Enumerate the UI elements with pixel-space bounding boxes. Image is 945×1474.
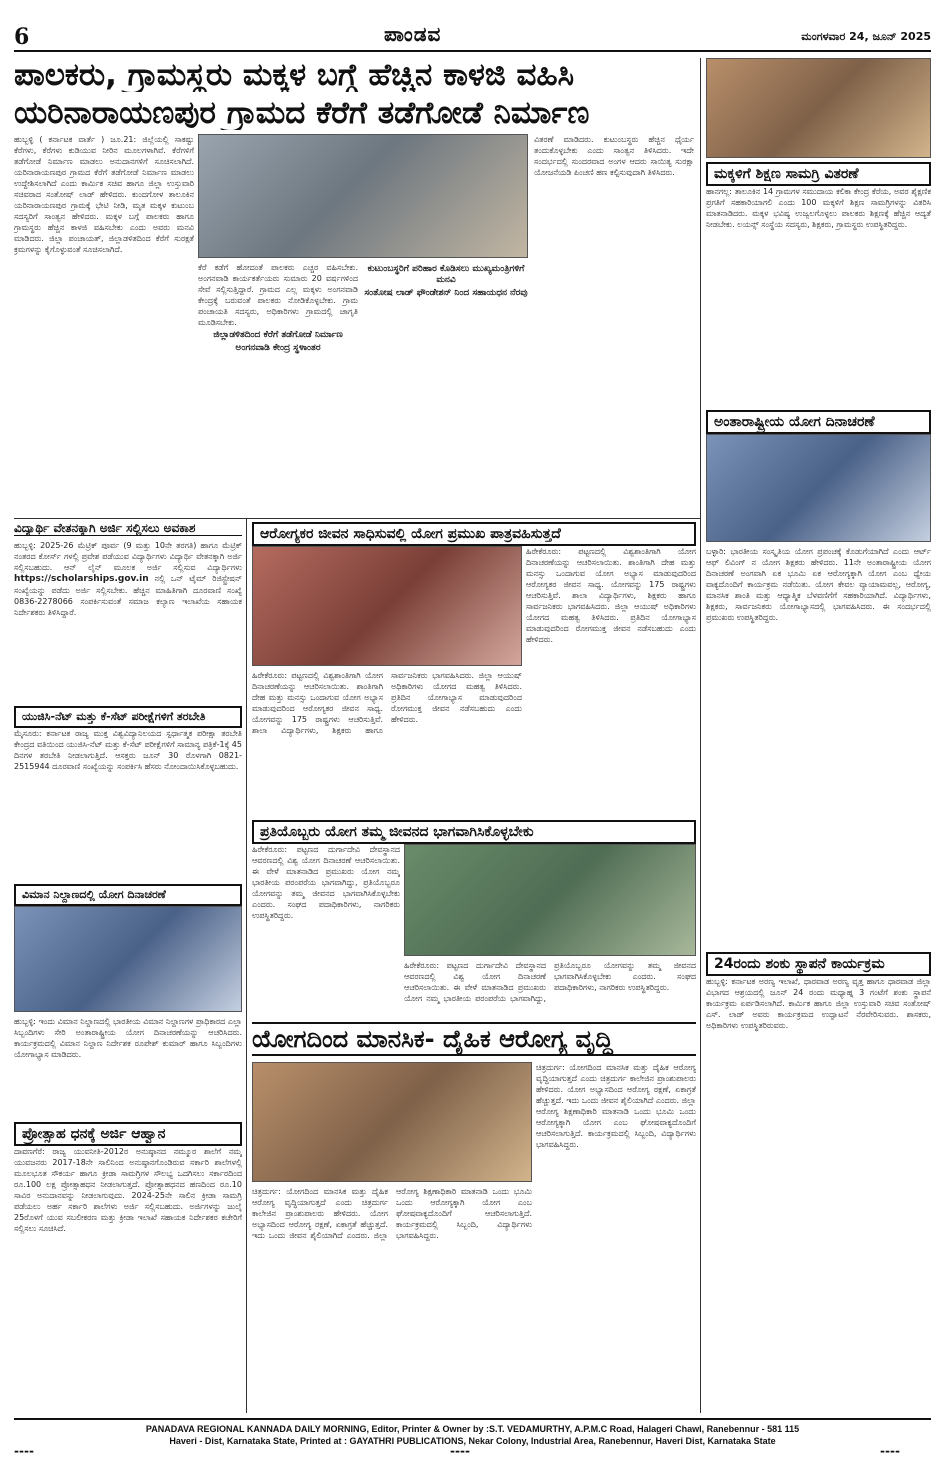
health-yoga-text-2: ಹಿರೇಕೆರೂರು: ಪಟ್ಟಣದಲ್ಲಿ ವಿಶ್ವಶಾಂತಿಗಾಗಿ ಯೋಗ ದಿನಾಚರಣೆಯನ್ನು ಆಚರಿಸಲಾಯಿತು. ಶಾಂತಿಗಾಗಿ ದೇಹ ಮತ್ತು ಮನಸ್ಸು ಒಂದಾಗುವ ಯೋಗ ಅಭ್ಯಾಸ ಮಾಡುವುದರಿಂದ ಆರೋಗ್ಯಕರ ಜೀವನ ಸಾಧ್ಯ. ಯೋಗವನ್ನು 175 ರಾಷ್ಟ್ರಗಳು ಆಚರಿಸುತ್ತಿವೆ. ಶಾಲಾ ವಿದ್ಯಾರ್ಥಿಗಳು, ಶಿಕ್ಷಕರು ಹಾಗೂ ಸಾರ್ವಜನಿಕರು ಭಾಗವಹಿಸಿದರು. ಜಿಲ್ಲಾ ಆಯುಷ್ ಅಧಿಕಾರಿಗಳು ಯೋಗದ ಮಹತ್ವ ತಿಳಿಸಿದರು. ಪ್ರತಿದಿನ ಯೋಗಾಭ್ಯಾಸ ಮಾಡುವುದರಿಂದ ರೋಗಮುಕ್ತ ಜೀವನ ನಡೆಸಬಹುದು ಎಂದು ಹೇಳಿದರು. — [252, 671, 522, 735]
incentive-text: ದಾವಣಗೆರೆ: ರಾಜ್ಯ ಯುವನೀತಿ-2012ರ ಅನುಷ್ಠಾನದ ನಮ್ಮೂರ ಶಾಲೆಗೆ ನಮ್ಮ ಯುವಜನರು 2017-18ನೇ ಸಾಲಿನಿಂದ ಅನುಷ್ಠಾನಗೊಂಡಿರುವ ಸರ್ಕಾರಿ ಶಾಲೆಗಳಲ್ಲಿ ಮೂಲಭೂತ ಸೌಕರ್ಯ ಹಾಗೂ ಕ್ರೀಡಾ ಸಾಮಗ್ರಿಗಳ ಸೌಲಭ್ಯ ಒದಗಿಸಲು ಸರ್ಕಾರದಿಂದ ರೂ.100 ಲಕ್ಷ ಪ್ರೋತ್ಸಾಹಧನ ನೀಡಲಾಗುತ್ತದೆ. ಪ್ರೋತ್ಸಾಹಧನದ ಹಣದಿಂದ ರೂ.10 ಸಾವಿರ ಅನುದಾನವನ್ನು ನೀಡಲಾಗುವುದು. 2024-25ನೇ ಸಾಲಿನ ಕ್ರೀಡಾ ಸಾಮಗ್ರಿ ಪಡೆಯಲು ಅರ್ಹ ಸರ್ಕಾರಿ ಶಾಲೆಗಳು ಅರ್ಜಿ ಸಲ್ಲಿಸಬಹುದು. ಅರ್ಜಿಗಳನ್ನು ಜುಲೈ 25ರೊಳಗೆ ಯುವ ಸಬಲೀಕರಣ ಮತ್ತು ಕ್ರೀಡಾ ಇಲಾಖೆ ಸಹಾಯಕ ನಿರ್ದೇಶಕರ ಕಚೇರಿಗೆ ಸಲ್ಲಿಸಲು ಸೂಚಿಸಿದೆ. — [14, 1147, 242, 1233]
imprint-footer — [14, 1418, 931, 1447]
lead-middle-col — [198, 262, 358, 512]
shanku-text: ಹುಬ್ಬಳ್ಳಿ: ಕರ್ನಾಟಕ ಅರಣ್ಯ ಇಲಾಖೆ, ಧಾರವಾಡ ಅರಣ್ಯ ವೃತ್ತ ಹಾಗೂ ಧಾರವಾಡ ಜಿಲ್ಲಾ ವಿಭಾಗದ ಆಶ್ರಯದಲ್ಲಿ ಜೂನ್ 24 ರಂದು ಮಧ್ಯಾಹ್ನ 3 ಗಂಟೆಗೆ ಶಂಕು ಸ್ಥಾಪನೆ ಕಾರ್ಯಕ್ರಮ ಏರ್ಪಡಿಸಲಾಗಿದೆ. ಕಾರ್ಮಿಕ ಹಾಗೂ ಜಿಲ್ಲಾ ಉಸ್ತುವಾರಿ ಸಚಿವ ಸಂತೋಷ್ ಎಸ್. ಲಾಡ್ ಅವರು ಕಾರ್ಯಕ್ರಮದ ಉದ್ಘಾಟನೆ ನೆರವೇರಿಸುವರು. ಶಾಸಕರು, ಅಧಿಕಾರಿಗಳು ಉಪಸ್ಥಿತರಿರುವರು. — [706, 977, 931, 1030]
mental-yoga-photo — [252, 1062, 532, 1182]
footer-dashes-right: ---- — [880, 1444, 900, 1458]
exam-training-headline: ಯುಜಿಸಿ-ನೆಟ್ ಮತ್ತು ಕೆ-ಸೆಟ್ ಪರೀಕ್ಷೆಗಳಿಗೆ ತರಬೇತಿ — [14, 706, 242, 728]
lead-subhead-3: ಕುಟುಂಬಸ್ಥರಿಗೆ ಪರಿಹಾರ ಕೊಡಿಸಲು ಮುಖ್ಯಮಂತ್ರಿಗಳಿಗೆ ಮನವಿ — [367, 264, 525, 285]
column-divider — [700, 58, 701, 1413]
airport-yoga-headline: ವಿಮಾನ ನಿಲ್ದಾಣದಲ್ಲಿ ಯೋಗ ದಿನಾಚರಣೆ — [14, 884, 242, 906]
lead-intro-text: ಹುಬ್ಬಳ್ಳಿ ( ಕರ್ನಾಟಕ ವಾರ್ತೆ ) ಜೂ.21: ಜಿಲ್ಲೆಯಲ್ಲಿ ಸಾಕಷ್ಟು ಕೆರೆಗಳು, ಕೆರೆಗಳು ಕುಡಿಯುವ ನೀರಿನ ಮೂಲಗಳಾಗಿವೆ. ಕೆರೆಗಳಿಗೆ ತಡೆಗೋಡೆ ನಿರ್ಮಾಣ ಮಾಡಲು ಅನುದಾನಗಳಿಗೆ ಸೂಚಿಸಲಾಗಿದೆ. ಯರಿನಾರಾಯಣಪುರ ಗ್ರಾಮದ ಕೆರೆಗೆ ತಡೆಗೋಡೆ ನಿರ್ಮಾಣ ಮಾಡಲು ಉದ್ದೇಶಿಸಲಾಗಿದೆ ಎಂದು ಕಾರ್ಮಿಕ ಸಚಿವ ಹಾಗೂ ಜಿಲ್ಲಾ ಉಸ್ತುವಾರಿ ಸಚಿವರಾದ ಸಂತೋಷ್ ಲಾಡ್ ಹೇಳಿದರು. ಕುಂದಗೋಳ ತಾಲೂಕಿನ ಯರಿನಾರಾಯಣಪುರ ಗ್ರಾಮಕ್ಕೆ ಭೇಟಿ ನೀಡಿ, ಮೃತ ಮಕ್ಕಳ ಕುಟುಂಬ ಸದಸ್ಯರಿಗೆ ಸಾಂತ್ವನ ಹೇಳಿದರು. ಮಕ್ಕಳ ಬಗ್ಗೆ ಪಾಲಕರು ಹಾಗೂ ಗ್ರಾಮಸ್ಥರು ಹೆಚ್ಚಿನ ಕಾಳಜಿ ವಹಿಸಬೇಕು ಎಂದು ಅವರು ಮನವಿ ಮಾಡಿದರು. ಜಿಲ್ಲಾ ಪಂಚಾಯತ್, ಜಿಲ್ಲಾಡಳಿತದಿಂದ ಕೆರೆಗೆ ಸುರಕ್ಷತೆ ಕ್ರಮಗಳನ್ನು ಕೈಗೊಳ್ಳುವಂತೆ ಸೂಚಿಸಲಾಗಿದೆ. — [14, 135, 194, 254]
mental-yoga-text-2: ಚಿತ್ರದುರ್ಗ: ಯೋಗದಿಂದ ಮಾನಸಿಕ ಮತ್ತು ದೈಹಿಕ ಆರೋಗ್ಯ ವೃದ್ಧಿಯಾಗುತ್ತದೆ ಎಂದು ಚಿತ್ರದುರ್ಗ ಕಾಲೇಜಿನ ಪ್ರಾಂಶುಪಾಲರು ಹೇಳಿದರು. ಯೋಗ ಅಭ್ಯಾಸದಿಂದ ಆರೋಗ್ಯ ರಕ್ಷಣೆ, ಏಕಾಗ್ರತೆ ಹೆಚ್ಚುತ್ತದೆ. ಇದು ಒಂದು ಜೀವನ ಶೈಲಿಯಾಗಿದೆ ಎಂದರು. ಜಿಲ್ಲಾ ಆರೋಗ್ಯ ಶಿಕ್ಷಣಾಧಿಕಾರಿ ಮಾತನಾಡಿ ಒಂದು ಭೂಮಿ ಒಂದು ಆರೋಗ್ಯಕ್ಕಾಗಿ ಯೋಗ ಎಂಬ ಘೋಷವಾಕ್ಯದೊಂದಿಗೆ ಆಚರಿಸಲಾಗುತ್ತಿದೆ. ಕಾರ್ಯಕ್ರಮದಲ್ಲಿ ಸಿಬ್ಬಂದಿ, ವಿದ್ಯಾರ್ಥಿಗಳು ಭಾಗವಹಿಸಿದ್ದರು. — [252, 1187, 532, 1240]
lead-middle-col-2 — [364, 262, 528, 512]
left-column-divider — [246, 518, 247, 1413]
everyone-yoga-text-2: ಹಿರೇಕೆರೂರು: ಪಟ್ಟಣದ ದುರ್ಗಾದೇವಿ ದೇವಸ್ಥಾನದ ಆವರಣದಲ್ಲಿ ವಿಶ್ವ ಯೋಗ ದಿನಾಚರಣೆ ಆಚರಿಸಲಾಯಿತು. ಈ ವೇಳೆ ಮಾತನಾಡಿದ ಪ್ರಮುಖರು ಯೋಗ ನಮ್ಮ ಭಾರತೀಯ ಪರಂಪರೆಯ ಭಾಗವಾಗಿದ್ದು, ಪ್ರತಿಯೊಬ್ಬರೂ ಯೋಗವನ್ನು ತಮ್ಮ ಜೀವನದ ಭಾಗವಾಗಿಸಿಕೊಳ್ಳಬೇಕು ಎಂದರು. ಸಂಘದ ಪದಾಧಿಕಾರಿಗಳು, ನಾಗರಿಕರು ಉಪಸ್ಥಿತರಿದ್ದರು. — [404, 961, 696, 1003]
lead-headline-line1: ಪಾಲಕರು, ಗ್ರಾಮಸ್ಥರು ಮಕ್ಕಳ ಬಗ್ಗೆ ಹೆಚ್ಚಿನ ಕಾಳಜಿ ವಹಿಸಿ — [14, 58, 575, 93]
lead-subhead-2: ಅಂಗನವಾಡಿ ಕೇಂದ್ರ ಸ್ಥಳಾಂತರ — [235, 343, 321, 353]
health-yoga-headline: ಆರೋಗ್ಯಕರ ಜೀವನ ಸಾಧಿಸುವಲ್ಲಿ ಯೋಗ ಪ್ರಮುಖ ಪಾತ್ರವಹಿಸುತ್ತದೆ — [252, 522, 696, 546]
intl-yoga-headline: ಅಂತಾರಾಷ್ಟ್ರೀಯ ಯೋಗ ದಿನಾಚರಣೆ — [706, 410, 931, 434]
lead-photo — [198, 134, 528, 258]
scholarship-text — [14, 540, 242, 700]
airport-yoga-photo — [14, 906, 242, 1012]
page-number: 6 — [14, 24, 30, 50]
lead-middle-text: ಕೆರೆ ಕಡೆಗೆ ಹೋದಂತೆ ಪಾಲಕರು ಎಚ್ಚರ ವಹಿಸಬೇಕು. ಅಂಗನವಾಡಿ ಕಾರ್ಯಕರ್ತೆಯರು ಸುಮಾರು 20 ವರ್ಷಗಳಿಂದ ಸೇವೆ ಸಲ್ಲಿಸುತ್ತಿದ್ದಾರೆ. ಗ್ರಾಮದ ಎಲ್ಲ ಮಕ್ಕಳು ಅಂಗನವಾಡಿ ಕೇಂದ್ರಕ್ಕೆ ಬರುವಂತೆ ಪಾಲಕರು ನೋಡಿಕೊಳ್ಳಬೇಕು. ಗ್ರಾಮ ಪಂಚಾಯತಿ ಸದಸ್ಯರು, ಅಧಿಕಾರಿಗಳು ಗ್ರಾಮದಲ್ಲಿ ಜಾಗೃತಿ ಮೂಡಿಸಬೇಕು. — [198, 263, 358, 327]
imprint-line-2: Haveri - Dist, Karnataka State, Printed at : GAYATHRI PUBLICATIONS, Nekar Colony, Industrial Area, Ranebennur, Haveri Dist, Karnataka State — [169, 1436, 776, 1446]
education-text: ಹಾನಗಲ್ಲ: ತಾಲೂಕಿನ 14 ಗ್ರಾಮಗಳ ಸಮುದಾಯ ಕಲಿಕಾ ಕೇಂದ್ರ ಕೆರೆಯ, ಅವರ ಶೈಕ್ಷಣಿಕ ಪ್ರಗತಿಗೆ ಸಹಕಾರಿಯಾಗಲಿ ಎಂದು 100 ಮಕ್ಕಳಿಗೆ ಶಿಕ್ಷಣ ಸಾಮಗ್ರಿಗಳನ್ನು ವಿತರಿಸಿ ಮಾತನಾಡಿದರು. ಮಕ್ಕಳ ಭವಿಷ್ಯ ಉಜ್ವಲಗೊಳ್ಳಲು ಪಾಲಕರು ಶಿಕ್ಷಣಕ್ಕೆ ಹೆಚ್ಚಿನ ಆದ್ಯತೆ ನೀಡಬೇಕು. ಲಯನ್ಸ್ ಸಂಸ್ಥೆಯ ಸದಸ್ಯರು, ಶಿಕ್ಷಕರು, ಗ್ರಾಮಸ್ಥರು ಉಪಸ್ಥಿತರಿದ್ದರು. — [706, 187, 931, 229]
footer-dashes-center: ---- — [450, 1444, 470, 1458]
education-headline: ಮಕ್ಕಳಿಗೆ ಶಿಕ್ಷಣ ಸಾಮಗ್ರಿ ವಿತರಣೆ — [706, 162, 931, 186]
scholarship-body: ಹುಬ್ಬಳ್ಳಿ: 2025-26 ಮೆಟ್ರಿಕ್ ಪೂರ್ವ (9 ಮತ್ತು 10ನೇ ತರಗತಿ) ಹಾಗೂ ಮೆಟ್ರಿಕ್ ನಂತರದ ಕೋರ್ಸ್ ಗಳಲ್ಲಿ ಪ್ರವೇಶ ಪಡೆಯುವ ವಿದ್ಯಾರ್ಥಿಗಳು ವಿದ್ಯಾರ್ಥಿ ವೇತನಕ್ಕಾಗಿ ಅರ್ಜಿ ಸಲ್ಲಿಸಬಹುದು. ಆನ್ ಲೈನ್ ಮೂಲಕ ಅರ್ಜಿ ಸಲ್ಲಿಸುವ ವಿದ್ಯಾರ್ಥಿಗಳು — [14, 541, 242, 572]
lead-subhead-1: ಜಿಲ್ಲಾಡಳಿತದಿಂದ ಕೆರೆಗೆ ತಡೆಗೋಡೆ ನಿರ್ಮಾಣ — [213, 330, 343, 340]
scholarship-body-2: ನಲ್ಲಿ ಒನ್ ಟೈಮ್ ರಿಜಿಸ್ಟ್ರೇಷನ್ ಸಂಖ್ಯೆಯನ್ನು ಪಡೆದು ಅರ್ಜಿ ಸಲ್ಲಿಸಬೇಕು. ಹೆಚ್ಚಿನ ಮಾಹಿತಿಗಾಗಿ ದೂರವಾಣಿ ಸಂಖ್ಯೆ 0836-2278066 ಸಂಪರ್ಕಿಸುವಂತೆ ಸಮಾಜ ಕಲ್ಯಾಣ ಇಲಾಖೆಯ ಸಹಾಯಕ ನಿರ್ದೇಶಕರು ತಿಳಿಸಿದ್ದಾರೆ. — [14, 574, 242, 617]
everyone-yoga-text: ಹಿರೇಕೆರೂರು: ಪಟ್ಟಣದ ದುರ್ಗಾದೇವಿ ದೇವಸ್ಥಾನದ ಆವರಣದಲ್ಲಿ ವಿಶ್ವ ಯೋಗ ದಿನಾಚರಣೆ ಆಚರಿಸಲಾಯಿತು. ಈ ವೇಳೆ ಮಾತನಾಡಿದ ಪ್ರಮುಖರು ಯೋಗ ನಮ್ಮ ಭಾರತೀಯ ಪರಂಪರೆಯ ಭಾಗವಾಗಿದ್ದು, ಪ್ರತಿಯೊಬ್ಬರೂ ಯೋಗವನ್ನು ತಮ್ಮ ಜೀವನದ ಭಾಗವಾಗಿಸಿಕೊಳ್ಳಬೇಕು ಎಂದರು. ಸಂಘದ ಪದಾಧಿಕಾರಿಗಳು, ನಾಗರಿಕರು ಉಪಸ್ಥಿತರಿದ್ದರು. — [252, 845, 400, 920]
issue-date: ಮಂಗಳವಾರ 24, ಜೂನ್ 2025 — [801, 30, 931, 43]
scholarship-url[interactable]: https://scholarships.gov.in — [14, 574, 149, 584]
health-yoga-photo — [252, 546, 522, 666]
incentive-headline: ಪ್ರೋತ್ಸಾಹ ಧನಕ್ಕೆ ಅರ್ಜಿ ಆಹ್ವಾನ — [14, 1122, 242, 1146]
intl-yoga-text: ಬಳ್ಳಾರಿ: ಭಾರತೀಯ ಸಂಸ್ಕೃತಿಯ ಯೋಗ ಪ್ರಪಂಚಕ್ಕೆ ಕೊಡುಗೆಯಾಗಿದೆ ಎಂದು ಆರ್ಟ್ ಆಫ್ ಲಿವಿಂಗ್ ನ ಯೋಗ ಶಿಕ್ಷಕರು ಹೇಳಿದರು. 11ನೇ ಅಂತಾರಾಷ್ಟ್ರೀಯ ಯೋಗ ದಿನಾಚರಣೆ ಅಂಗವಾಗಿ ಏಕ ಭೂಮಿ ಏಕ ಆರೋಗ್ಯಕ್ಕಾಗಿ ಯೋಗ ಎಂಬ ಧ್ಯೇಯ ವಾಕ್ಯದೊಂದಿಗೆ ಕಾರ್ಯಕ್ರಮ ನಡೆಯಿತು. ಯೋಗ ಕೇವಲ ವ್ಯಾಯಾಮವಲ್ಲ, ಆರೋಗ್ಯ, ಮಾನಸಿಕ ಶಾಂತಿ ಮತ್ತು ಆಧ್ಯಾತ್ಮಿಕ ಬೆಳವಣಿಗೆಗೆ ಸಹಕಾರಿಯಾಗಿದೆ. ವಿದ್ಯಾರ್ಥಿಗಳು, ಶಿಕ್ಷಕರು, ಸಾರ್ವಜನಿಕರು ಯೋಗಾಭ್ಯಾಸದಲ್ಲಿ ಭಾಗವಹಿಸಿದರು. ಈ ಸಂದರ್ಭದಲ್ಲಿ ಪ್ರಮುಖರು ಉಪಸ್ಥಿತರಿದ್ದರು. — [706, 547, 931, 622]
section-divider — [14, 518, 700, 519]
shanku-headline: 24ರಂದು ಶಂಕು ಸ್ಥಾಪನೆ ಕಾರ್ಯಕ್ರಮ — [706, 952, 931, 976]
education-photo — [706, 58, 931, 158]
lead-headline-line2: ಯರಿನಾರಾಯಣಪುರ ಗ್ರಾಮದ ಕೆರೆಗೆ ತಡೆಗೋಡೆ ನಿರ್ಮಾಣ — [14, 96, 590, 131]
lead-subhead-4: ಸಂತೋಷ ಲಾಡ್ ಫೌಂಡೇಶನ್ ನಿಂದ ಸಹಾಯಧನ ನೆರವು — [364, 288, 528, 298]
intl-yoga-photo — [706, 434, 931, 542]
scholarship-headline: ವಿದ್ಯಾರ್ಥಿ ವೇತನಕ್ಕಾಗಿ ಅರ್ಜಿ ಸಲ್ಲಿಸಲು ಅವಕಾಶ — [14, 522, 242, 536]
exam-training-text: ಮೈಸೂರು: ಕರ್ನಾಟಕ ರಾಜ್ಯ ಮುಕ್ತ ವಿಶ್ವವಿದ್ಯಾನಿಲಯದ ಸ್ಪರ್ಧಾತ್ಮಕ ಪರೀಕ್ಷಾ ತರಬೇತಿ ಕೇಂದ್ರದ ವತಿಯಿಂದ ಯುಜಿಸಿ-ನೆಟ್ ಮತ್ತು ಕೆ-ಸೆಟ್ ಪರೀಕ್ಷೆಗಳಿಗೆ ಸಾಮಾನ್ಯ ಪತ್ರಿಕೆ-1ಕ್ಕೆ 45 ದಿನಗಳ ತರಬೇತಿ ನೀಡಲಾಗುತ್ತಿದೆ. ಆಸಕ್ತರು ಜೂನ್ 30 ರೊಳಗಾಗಿ 0821-2515944 ದೂರವಾಣಿ ಸಂಖ್ಯೆಯನ್ನು ಸಂಪರ್ಕಿಸಿ ಹೆಸರು ನೋಂದಾಯಿಸಿಕೊಳ್ಳಬಹುದು. — [14, 729, 242, 771]
everyone-yoga-photo — [404, 844, 696, 956]
airport-yoga-text: ಹುಬ್ಬಳ್ಳಿ: ಇಂದು ವಿಮಾನ ನಿಲ್ದಾಣದಲ್ಲಿ ಭಾರತೀಯ ವಿಮಾನ ನಿಲ್ದಾಣಗಳ ಪ್ರಾಧಿಕಾರದ ಎಲ್ಲಾ ಸಿಬ್ಬಂದಿಗಳು ಸೇರಿ ಅಂತಾರಾಷ್ಟ್ರೀಯ ಯೋಗ ದಿನಾಚರಣೆಯನ್ನು ಆಚರಿಸಿದರು. ಕಾರ್ಯಕ್ರಮದಲ್ಲಿ ವಿಮಾನ ನಿಲ್ದಾಣ ನಿರ್ದೇಶಕ ರೂಪೇಶ್ ಕುಮಾರ್ ಹಾಗೂ ಸಿಬ್ಬಂದಿಗಳು ಯೋಗಾಭ್ಯಾಸ ಮಾಡಿದರು. — [14, 1017, 242, 1059]
lead-right-text: ವಿತರಣೆ ಮಾಡಿದರು. ಕುಟುಂಬಸ್ಥರು ಹೆಚ್ಚಿನ ಧೈರ್ಯ ತಂದುಕೊಳ್ಳಬೇಕು ಎಂದು ಸಾಂತ್ವನ ತಿಳಿಸಿದರು. ಇದೇ ಸಂದರ್ಭದಲ್ಲಿ ಸುಂದರವಾದ ಅಂಗಳ ಆದರು ಸಾಯಿತ್ಯ ಸುರಕ್ಷಾ ಯೋಜನೆಯಡಿ ಪಿಂಚಣಿ ಹಣ ಕಲ್ಪಿಸುವುದಾಗಿ ತಿಳಿಸಿದರು. — [534, 135, 694, 177]
health-yoga-text: ಹಿರೇಕೆರೂರು: ಪಟ್ಟಣದಲ್ಲಿ ವಿಶ್ವಶಾಂತಿಗಾಗಿ ಯೋಗ ದಿನಾಚರಣೆಯನ್ನು ಆಚರಿಸಲಾಯಿತು. ಶಾಂತಿಗಾಗಿ ದೇಹ ಮತ್ತು ಮನಸ್ಸು ಒಂದಾಗುವ ಯೋಗ ಅಭ್ಯಾಸ ಮಾಡುವುದರಿಂದ ಆರೋಗ್ಯಕರ ಜೀವನ ಸಾಧ್ಯ. ಯೋಗವನ್ನು 175 ರಾಷ್ಟ್ರಗಳು ಆಚರಿಸುತ್ತಿವೆ. ಶಾಲಾ ವಿದ್ಯಾರ್ಥಿಗಳು, ಶಿಕ್ಷಕರು ಹಾಗೂ ಸಾರ್ವಜನಿಕರು ಭಾಗವಹಿಸಿದರು. ಜಿಲ್ಲಾ ಆಯುಷ್ ಅಧಿಕಾರಿಗಳು ಯೋಗದ ಮಹತ್ವ ತಿಳಿಸಿದರು. ಪ್ರತಿದಿನ ಯೋಗಾಭ್ಯಾಸ ಮಾಡುವುದರಿಂದ ರೋಗಮುಕ್ತ ಜೀವನ ನಡೆಸಬಹುದು ಎಂದು ಹೇಳಿದರು. — [526, 547, 696, 644]
mental-yoga-text: ಚಿತ್ರದುರ್ಗ: ಯೋಗದಿಂದ ಮಾನಸಿಕ ಮತ್ತು ದೈಹಿಕ ಆರೋಗ್ಯ ವೃದ್ಧಿಯಾಗುತ್ತದೆ ಎಂದು ಚಿತ್ರದುರ್ಗ ಕಾಲೇಜಿನ ಪ್ರಾಂಶುಪಾಲರು ಹೇಳಿದರು. ಯೋಗ ಅಭ್ಯಾಸದಿಂದ ಆರೋಗ್ಯ ರಕ್ಷಣೆ, ಏಕಾಗ್ರತೆ ಹೆಚ್ಚುತ್ತದೆ. ಇದು ಒಂದು ಜೀವನ ಶೈಲಿಯಾಗಿದೆ ಎಂದರು. ಜಿಲ್ಲಾ ಆರೋಗ್ಯ ಶಿಕ್ಷಣಾಧಿಕಾರಿ ಮಾತನಾಡಿ ಒಂದು ಭೂಮಿ ಒಂದು ಆರೋಗ್ಯಕ್ಕಾಗಿ ಯೋಗ ಎಂಬ ಘೋಷವಾಕ್ಯದೊಂದಿಗೆ ಆಚರಿಸಲಾಗುತ್ತಿದೆ. ಕಾರ್ಯಕ್ರಮದಲ್ಲಿ ಸಿಬ್ಬಂದಿ, ವಿದ್ಯಾರ್ಥಿಗಳು ಭಾಗವಹಿಸಿದ್ದರು. — [536, 1063, 696, 1149]
mental-yoga-headline: ಯೋಗದಿಂದ ಮಾನಸಿಕ- ದೈಹಿಕ ಆರೋಗ್ಯ ವೃದ್ಧಿ — [252, 1022, 696, 1056]
paper-name: ಪಾಂಡವ — [384, 22, 442, 46]
footer-dashes-left: ---- — [14, 1444, 34, 1458]
imprint-line-1: PANADAVA REGIONAL KANNADA DAILY MORNING, Editor, Printer & Owner by :S.T. VEDAMURTHY, A.P.M.C Road, Halageri Chawl, Ranebennur - 581 115 — [145, 1424, 800, 1434]
masthead — [14, 22, 931, 52]
everyone-yoga-headline: ಪ್ರತಿಯೊಬ್ಬರು ಯೋಗ ತಮ್ಮ ಜೀವನದ ಭಾಗವಾಗಿಸಿಕೊಳ್ಳಬೇಕು — [252, 820, 696, 844]
